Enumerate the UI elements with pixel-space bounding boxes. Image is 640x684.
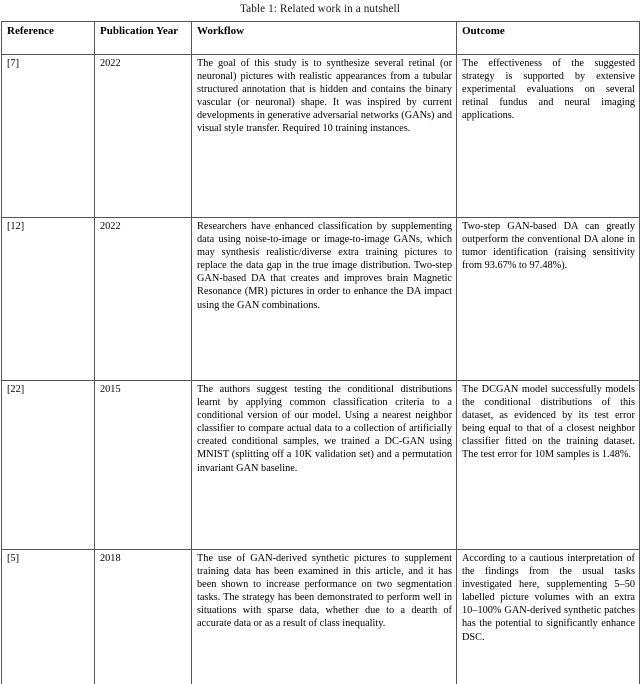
table-row	[2, 55, 640, 218]
table-row	[2, 218, 640, 381]
cell-workflow: Researchers have enhanced classification by supplementing data using noise-to-image or image-to-image GANs, which may synthesis realistic/diverse extra training pictures to replace the data gap in the true image distribution. Two-step GAN-based DA that creates and improves brain Magnetic Resonance (MR) pictures in order to enhance the DA impact using the GAN combinations.	[192, 218, 457, 381]
cell-publication-year: 2015	[95, 381, 192, 550]
table-row	[2, 550, 640, 684]
related-work-table	[1, 21, 640, 684]
cell-workflow: The goal of this study is to synthesize several retinal (or neuronal) pictures with realistic appearances from a tubular structured annotation that is hidden and contains the binary vascular (or neuronal) shape. It was inspired by current developments in generative adversarial networks (GANs) and visual style transfer. Required 10 training instances.	[192, 55, 457, 218]
table-body	[2, 55, 640, 684]
cell-reference: [22]	[2, 381, 95, 550]
table-header	[2, 22, 640, 55]
table-caption: Table 1: Related work in a nutshell	[240, 3, 400, 15]
table-row	[2, 381, 640, 550]
column-header-workflow: Workflow	[192, 22, 457, 55]
table-header-row	[2, 22, 640, 55]
cell-publication-year: 2022	[95, 55, 192, 218]
cell-reference: [7]	[2, 55, 95, 218]
cell-reference: [5]	[2, 550, 95, 684]
cell-workflow: The use of GAN-derived synthetic pictures to supplement training data has been examined in this article, and it has been shown to increase performance on two segmentation tasks. The strategy has been demonstrated to perform well in situations with sparse data, whether due to a dearth of accurate data or as a result of class inequality.	[192, 550, 457, 684]
cell-outcome: The DCGAN model successfully models the conditional distributions of this dataset, as evidenced by its test error being equal to that of a closest neighbor classifier fitted on the training dataset. The test error for 10M samples is 1.48%.	[457, 381, 640, 550]
cell-reference: [12]	[2, 218, 95, 381]
column-header-outcome: Outcome	[457, 22, 640, 55]
cell-outcome: Two-step GAN-based DA can greatly outperform the conventional DA alone in tumor identification (raising sensitivity from 93.67% to 97.48%).	[457, 218, 640, 381]
column-header-reference: Reference	[2, 22, 95, 55]
column-header-publication-year: Publication Year	[95, 22, 192, 55]
cell-outcome: According to a cautious interpretation of the findings from the usual tasks investigated here, supplementing 5–50 labelled picture volumes with an extra 10–100% GAN-derived synthetic patches has the potential to significantly enhance DSC.	[457, 550, 640, 684]
cell-publication-year: 2018	[95, 550, 192, 684]
cell-workflow: The authors suggest testing the conditional distributions learnt by applying common classification criteria to a conditional version of our model. Using a nearest neighbor classifier to compare actual data to a collection of artificially created conditional samples, we trained a DC-GAN using MNIST (splitting off a 10K validation set) and a permutation invariant GAN baseline.	[192, 381, 457, 550]
cell-publication-year: 2022	[95, 218, 192, 381]
cell-outcome: The effectiveness of the suggested strategy is supported by extensive experimental evaluations on several retinal fundus and neural imaging applications.	[457, 55, 640, 218]
